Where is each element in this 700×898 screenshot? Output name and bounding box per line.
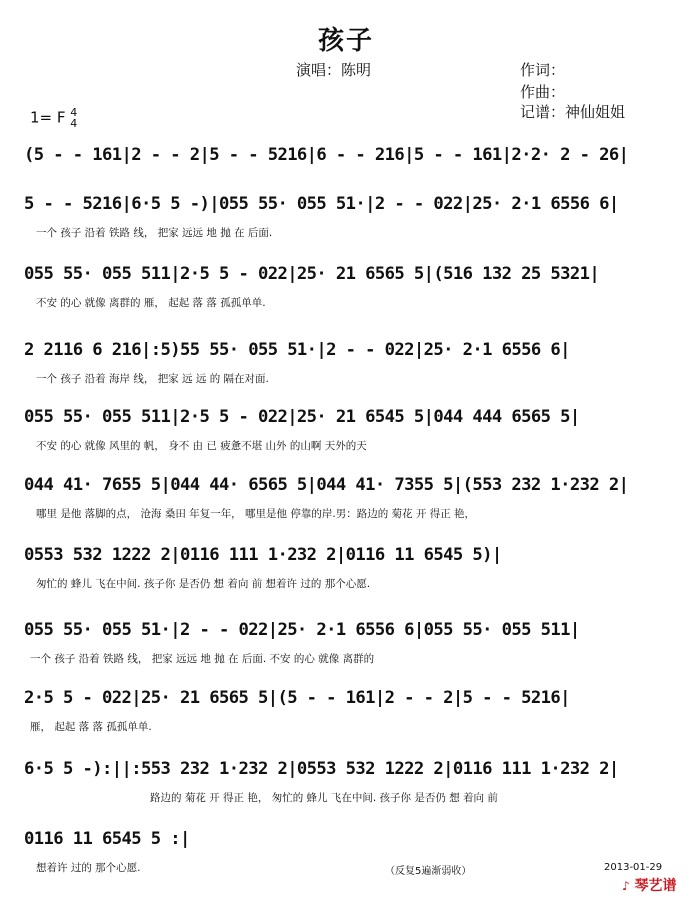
key-label: 1= F xyxy=(30,108,66,127)
lyric-line: 一个 孩子 沿着 铁路 线， 把家 远远 地 抛 在 后面. xyxy=(36,227,273,239)
score-line: 5 - - 5216|6·5 5 -)|055 55· 055 51·|2 - - 022|25· 2·1 6556 6| xyxy=(24,194,619,214)
time-bottom: 4 xyxy=(70,117,78,130)
score-line: 2·5 5 - 022|25· 21 6565 5|(5 - - 161|2 - - 2|5 - - 5216| xyxy=(24,688,570,708)
brand-name: 琴艺谱 xyxy=(634,878,677,894)
score-line: 6·5 5 -):||:553 232 1·232 2|0553 532 1222 2|0116 111 1·232 2| xyxy=(24,759,619,779)
brand-icon: ♪ xyxy=(622,879,630,893)
brand-logo xyxy=(622,875,677,895)
lyric-line: 想着许 过的 那个心愿. xyxy=(36,862,141,874)
lyric-line: 一个 孩子 沿着 铁路 线， 把家 远远 地 抛 在 后面. 不安 的心 就像 离群的 xyxy=(30,653,375,665)
score-line: 055 55· 055 511|2·5 5 - 022|25· 21 6545 5|044 444 6565 5| xyxy=(24,407,580,427)
score-line: 0553 532 1222 2|0116 111 1·232 2|0116 11 6545 5)| xyxy=(24,545,502,565)
song-title: 孩子 xyxy=(318,26,375,56)
score-line: 055 55· 055 511|2·5 5 - 022|25· 21 6565 5|(516 132 25 5321| xyxy=(24,264,600,284)
lyric-line: 不安 的心 就像 离群的 雁， 起起 落 落 孤孤单单. xyxy=(36,297,266,309)
key-signature xyxy=(30,107,77,129)
singer: 演唱：陈明 xyxy=(296,61,372,79)
repeat-note: （反复5遍渐弱收） xyxy=(385,866,472,877)
score-line: 0116 11 6545 5 :| xyxy=(24,829,190,849)
score-line: 044 41· 7655 5|044 44· 6565 5|044 41· 7355 5|(553 232 1·232 2| xyxy=(24,475,629,495)
score-line: 2 2116 6 216|:5)55 55· 055 51·|2 - - 022|25· 2·1 6556 6| xyxy=(24,340,570,360)
transcriber: 记谱：神仙姐姐 xyxy=(520,103,626,121)
lyric-line: 路边的 菊花 开 得正 艳， 匆忙的 蜂儿 飞在中间. 孩子你 是否仍 想 着向 前 xyxy=(150,792,498,804)
lyric-line: 雁， 起起 落 落 孤孤单单. xyxy=(30,721,152,733)
score-line: 055 55· 055 51·|2 - - 022|25· 2·1 6556 6|055 55· 055 511| xyxy=(24,620,580,640)
composer: 作曲： xyxy=(520,83,566,101)
lyric-line: 匆忙的 蜂儿 飞在中间. 孩子你 是否仍 想 着向 前 想着许 过的 那个心愿. xyxy=(36,578,371,590)
date: 2013-01-29 xyxy=(604,862,663,873)
time-top: 4 xyxy=(70,106,78,119)
time-signature xyxy=(70,107,77,129)
lyric-line: 不安 的心 就像 风里的 帆， 身不 由 已 疲惫不堪 山外 的山啊 天外的天 xyxy=(36,440,367,452)
score-line: (5 - - 161|2 - - 2|5 - - 5216|6 - - 216|5 - - 161|2·2· 2 - 26| xyxy=(24,145,629,165)
lyric-line: 哪里 是他 落脚的点， 沧海 桑田 年复一年， 哪里是他 停靠的岸.男：路边的 菊花 开 得正 艳， xyxy=(36,508,476,520)
lyricist: 作词： xyxy=(520,61,566,79)
lyric-line: 一个 孩子 沿着 海岸 线， 把家 远 远 的 隔在对面. xyxy=(36,373,269,385)
